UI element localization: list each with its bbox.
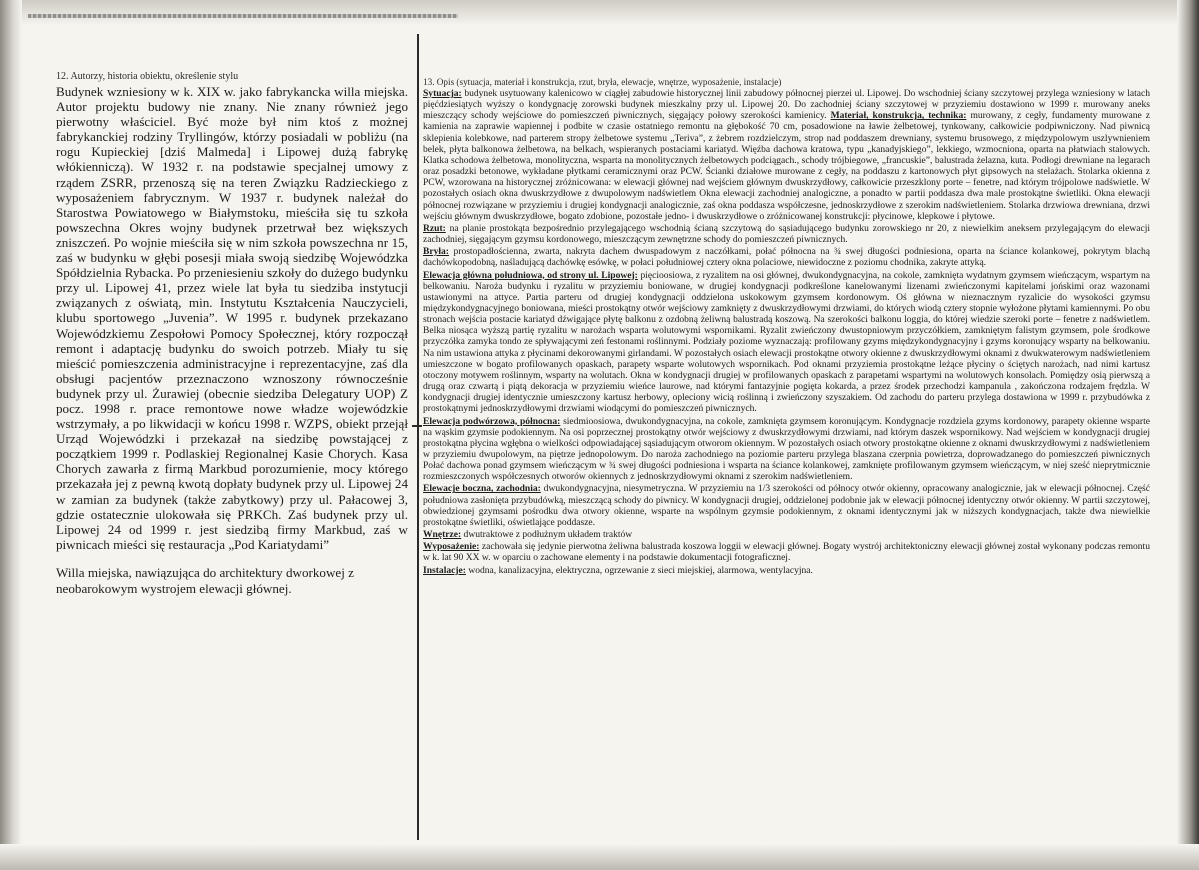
description-section bbox=[423, 77, 1150, 577]
paragraph-label: Materiał, konstrukcja, technika: bbox=[830, 110, 967, 122]
page-bottom-edge bbox=[0, 844, 1199, 870]
paragraph-text: prostopadłościenna, zwarta, nakryta dachem dwuspadowym z naczółkami, połać północna na ¾ swej długości podniesiona, oparta na ściance kolankowej, pokrytym blachą dachówkopodobną, naśladującą dachówkę esówkę, w połaci południowej cztery okna polaciowe, niewidoczne z poziomu chodnika, zakryte attyką. bbox=[423, 246, 1150, 269]
page-right-edge bbox=[1177, 0, 1199, 870]
paragraph-instalacje bbox=[423, 565, 1150, 576]
paragraph-rzut bbox=[423, 223, 1150, 245]
paragraph-sytuacja bbox=[423, 88, 1150, 222]
style-summary: Willa miejska, nawiązująca do architektury dworkowej z neobarokowym wystrojem elewacji głównej. bbox=[56, 564, 354, 596]
paragraph-elewacja-polnocna bbox=[423, 416, 1150, 483]
history-text: Budynek wzniesiony w k. XIX w. jako fabrykancka willa miejska. Autor projektu budowy nie znany. Nie znany również jego pierwotny właściciel. Być może był nim ktoś z możnej fabrykanckiej rodziny Tryllingów, którzy posiadali w pobliżu (na rogu Kupieckiej [dziś Malmeda] i Lipowej dużą fabrykę włókienniczą). W 1932 r. na podstawie specjalnej umowy z rządem ZSRR, przenoszą się na teren Związku Radzieckiego z wyposażeniem fabrycznym. W 1937 r. budynek należał do Starostwa Powiatowego w Białymstoku, mieściła się tu szkoła powszechna Okres wojny budynek przetrwał bez większych zniszczeń. Po wojnie mieściła się w nim szkoła powszechna nr 15, zaś w budynku w głębi posesji miała swoją siedzibę Wojewódzka Spółdzielnia Rybacka. Po przeniesieniu szkoły do dużego budynku przy ul. Lipowej 41, przez wiele lat była tu siedziba instytucji związanych z oświatą, min. Instytutu Kształcenia Nauczycieli, klubu sportowego „Juvenia”. W 1995 r. budynek przekazano Wojewódzkiemu Zespołowi Pomocy Społecznej, który rozpoczął remont i adaptację budynku do swoich potrzeb. Miały tu się mieścić pomieszczenia administracyjne i reprezentacyjne, zaś dla obsługi pacjentów przeznaczono wznoszony równocześnie budynek przy ul. Żurawiej (obecnie siedziba Delegatury UOP) Z pocz. 1998 r. prace remontowe nowe władze wojewódzkie wstrzymały, a po likwidacji w końcu 1998 r. WZPS, obiekt przejął Urząd Wojewódzki i przekazał na siedzibę powstającej z początkiem 1999 r. Podlaskiej Regionalnej Kasie Chorych. Kasa Chorych zawarła z firmą Markbud porozumienie, mocy którego przekazała jej z pewną kwotą dopłaty budynek przy ul. Lipowej 24 w zamian za budynek (także zabytkowy) przy ul. Pałacowej 3, gdzie ostatecznie ulokowała się PRKCh. Zaś budynek przy ul. Lipowej 24 od 1999 r. jest siedzibą firmy Markbud, zaś w piwnicach mieści się restauracja „Pod Kariatydami” bbox=[56, 84, 408, 552]
paragraph-label: Rzut: bbox=[423, 222, 446, 234]
paragraph-label: Elewacje boczna, zachodnia: bbox=[423, 483, 541, 495]
paragraph-text: budynek usytuowany kalenicowo w ciągłej zabudowie historycznej linii zabudowy północnej pierzei ul. Lipowej. Do wschodniej ściany szczytowej przylega wzniesiony w latach pięćdziesiątych wyższy o kondygnację zorowski budynek mieszkalny przy ul. Lipowej 20. Do zachodniej ściany szczytowej w przyziemiu dostawiono w 1999 r. murowany aneks mieszczący schody wejściowe do pomieszczeń piwnicznych, sięgający połowy szerokości kamienicy. bbox=[423, 88, 1150, 122]
paragraph-text: pięcioosiowa, z ryzalitem na osi głównej, dwukondygnacyjna, na cokole, zamknięta wydatnym gzymsem wieńczącym, wspartym na belkowaniu. Naroża budynku i ryzalitu w przyziemiu boniowane, w drugiej kondygnacji podkreślone kanelowanymi lizenami zwieńczonymi kapitelami jońskimi oraz wazonami ustawionymi na attyce. Partia parteru od drugiej kondygnacji oddzielona uskokowym gzymsem kordonowym. Oś główna w nieznacznym ryzalicie do wysokości gzymsu międzykondygnacyjnego boniowana, mieści prostokątny otwór wejściowy zamknięty z dwuskrzydłowymi drzwiami, do których wiodą cztery stopnie wyłożone płytami kamiennymi. Po obu stronach wejścia postacie kariatyd dźwigające płytę balkonu z ozdobną żeliwną balustradą koszową. Na szerokości balkonu loggia, do której wiedzie szeroki porte – fenetre z nadświetlem. Belka niosąca wyższą partię ryzalitu w narożach wsparta wolutowymi wspornikami. Ryzalit zwieńczony dwustopniowym przyczółkiem, zamkniętym falistym gzymsem, pole środkowe przyczółka zamyka tondo ze spływającymi zeń festonami roślinnymi. Podziały poziome wyznaczają: profilowany gzyms międzykondygnacyjny i gzyms koronujący wsparty na belkowaniu. Na nim ustawiona attyka z płycinami dekorowanymi girlandami. W pozostałych osiach elewacji prostokątne otwory okienne z dwuskrzydłowymi oknami z dwukwaterowym nadświetleniem umieszczone w bogato profilowanych opaskach, parapety wsparte wolutowych wspornikach. Pod oknami przyziemia prostokątne leżące płyciny o ściętych narożach, nad nimi kartusz otoczony motywem roślinnym, wsparty na wolutach. Okna w kondygnacji drugiej w profilowanych opaskach z parapetami wspartymi na wolutowych konsolach. Pomiędzy osią pierwszą a drugą oraz czwartą i piątą dekoracja w przyziemiu wieńce laurowe, nad którymi fantazyjnie pogięta kokarda, a przez środek przechodzi kampanula , zakończona rodzajem frędzla. W kondygnacji drugiej identycznie umieszczony kartusz herbowy, opleciony wicią roślinną i zwieńczony szyszakiem. Od zachodu do parteru przylega dostawiona w 1999 r. przybudówka z prostokątnymi jednoskrzydłowymi drzwiami wiodącymi do pomieszczeń piwnicznych. bbox=[423, 269, 1150, 415]
page-left-edge bbox=[0, 0, 22, 870]
paragraph-text: na planie prostokąta bezpośrednio przylegającego wschodnią ścianą szczytową do sąsiadującego budynku zorowskiego nr 20, z niewielkim aneksem przylegającym do elewacji zachodniej, sięgającym gzymsu kordonowego, mieszczącym zewnętrzne schody do pomieszczeń piwnicznych. bbox=[423, 222, 1150, 246]
paragraph-elewacja-glowna bbox=[423, 270, 1150, 415]
column-divider bbox=[417, 34, 419, 840]
paragraph-wnetrze bbox=[423, 529, 1150, 540]
paragraph-label: Wyposażenie: bbox=[423, 541, 480, 553]
paragraph-text: zachowała się jedynie pierwotna żeliwna balustrada koszowa loggii w elewacji głównej. Bogaty wystrój architektoniczny elewacji głównej został wykonany podczas remontu w k. lat 90 XX w. w oparciu o zachowane elementy i na podstawie dokumentacji fotograficznej. bbox=[423, 541, 1150, 564]
history-section bbox=[56, 71, 408, 597]
paragraph-text: dwutraktowe z podłużnym układem traktów bbox=[461, 529, 633, 541]
paragraph-text: dwukondygnacyjna, niesymetryczna. W przyziemiu na 1/3 szerokości od północy otwór okienny, opracowany analogicznie, jak w elewacji północnej. Część południowa zasłonięta przybudówką, mieszczącą schody do piwnicy. W kondygnacji drugiej, oddzielonej podobnie jak w elewacji północnej identyczny otwór okienny. W partii szczytowej, obwiedzionej gzymsami pośrodku dwa otwory okienne, wsparte na wspólnym gzymsie podokiennym, z oknami identycznymi jak w niższych kondygnacjach, także dwa niewielkie prostokątne świetliki, oświetlające poddasze. bbox=[423, 483, 1151, 528]
paragraph-label: Elewacja główna południowa, od strony ul. Lipowej: bbox=[423, 269, 638, 281]
paragraph-label: Elewacja podwórzowa, północna: bbox=[423, 415, 561, 427]
paragraph-wyposazenie bbox=[423, 541, 1150, 563]
paragraph-text: siedmioosiowa, dwukondygnacyjna, na cokole, zamknięta gzymsem koronującym. Kondygnacje rozdziela gzyms kordonowy, parapety okienne wsparte na wąskim gzymsie podokiennym. Na osi poprzecznej prostokątny otwór wejściowy z dwuskrzydłowymi drzwiami, nad którym daszek wspornikowy. Nad wejściem w kondygnacji drugiej prostokątna płycina wgłębna o wielkości odpowiadającej sąsiadującym otworom okiennym. W pozostałych osiach otwory prostokątne okienne z oknami dwuskrzydłowymi z nadświetleniem w przyziemiu dwupolowym, na piętrze jednopolowym. Do naroża zachodniego na poziomie parteru przylega blaszana czerpnia powietrza, doprowadzanego do pomieszczeń piwnicznych Połać dachowa ponad gzymsem wieńczącym w ¾ swej długości podniesiona i wsparta na ściance kolankowej, zamknięte profilowanym gzymsem wieńczącym, w niej sześć nieprytmicznie rozmieszczonych współczesnych otworów okiennych z jednoskrzydłowymi oknami z szerokim nadświetleniem. bbox=[423, 415, 1150, 483]
paragraph-bryla bbox=[423, 246, 1150, 268]
paragraph-label: Instalacje: bbox=[423, 564, 466, 576]
divider-mark bbox=[412, 425, 422, 437]
scan-artifact bbox=[28, 14, 458, 18]
paragraph-elewacja-zachodnia bbox=[423, 483, 1150, 528]
description-heading: 13. Opis (sytuacja, materiał i konstrukcja, rzut, bryła, elewacje, wnętrze, wyposażenie, instalacje) bbox=[423, 77, 782, 87]
page-top-edge bbox=[0, 0, 1199, 24]
history-heading: 12. Autorzy, historia obiektu, określenie stylu bbox=[56, 71, 239, 82]
paragraph-text: murowany, z cegły, fundamenty murowane z kamienia na zaprawie wapiennej i podbite w czasie ostatniego remontu na głębokość 70 cm, posadowione na ławie żelbetowej, tynkowany, całkowicie podpiwniczony. Nad piwnicą sklepienia kolebkowe, nad parterem stropy żelbetowe systemu „Teriva”, z żebrem rozdzielczym, strop nad poddaszem drewniany, systemu brusowego, z międzypolowym uszlywnieniem belek, płyta balkonowa żelbetowa, na belkach, wspieranych postaciami kariatyd. Więźba dachowa kratowa, typu „kanadyjskiego”, lekkiego, wzmocniona, oparta na płatwiach stalowych. Klatka schodowa żelbetowa, monolityczna, wsparta na monolitycznych żelbetowych podciągach., schody trójbiegowe, „francuskie”, balustrada żelazna, kuta. Podłogi drewniane na legarach oraz posadzki betonowe, wykładane płytkami ceramicznymi oraz PCW. Ścianki działowe murowane z cegły, na poddaszu z kartonowych płyt gipsowych na stelażach. Stolarka okienna z PCW, wzorowana na historycznej zróżnicowana: w elewacji głównej nad wejściem głównym dwuskrzydłowy, całkowicie przeszklony porte – fenetre, nad którym trójpolowe nadświetle. W pozostałych osiach okna dwuskrzydłowe z dwupolowym nadświetlem Okna elewacji zachodniej analogiczne, a ponadto w partii poddasza dwa male prostokątne świetliki. Okna elewacji północnej rozwiązane w przyziemiu i drugiej kondygnacji analogicznie, zaś okna poddasza współczesne, jednoskrzydłowe z szerokim nadświetleniem. Stolarka drzwiowa drewniana, drzwi wejściu głównym dwuskrzydłowe, bogato zdobione, pozostałe jedno- i dwuskrzydłowe o zróżnicowanej konstrukcji: płycinowe, klepkowe i płytowe. bbox=[423, 110, 1150, 222]
paragraph-label: Bryła: bbox=[423, 246, 449, 258]
paragraph-label: Sytuacja: bbox=[423, 88, 462, 99]
paragraph-label: Wnętrze: bbox=[423, 529, 462, 541]
paragraph-text: wodna, kanalizacyjna, elektryczna, ogrzewanie z sieci miejskiej, alarmowa, wentylacyjna. bbox=[465, 564, 813, 576]
